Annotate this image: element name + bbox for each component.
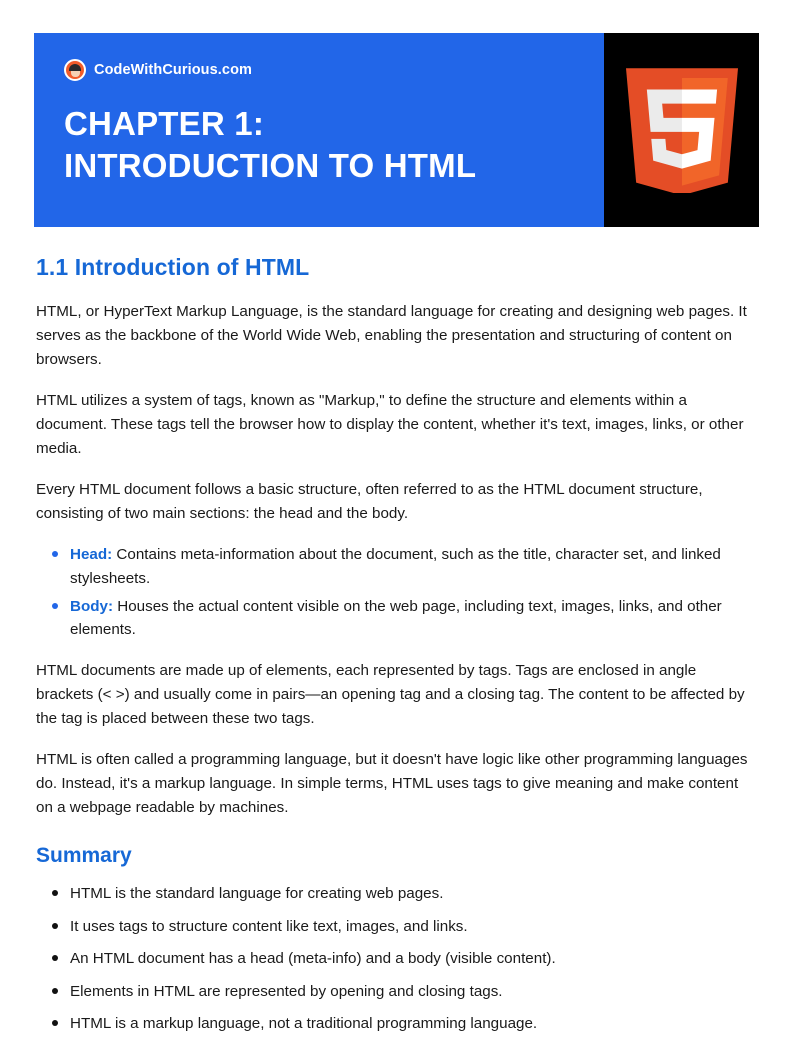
chapter-title-line2: INTRODUCTION TO HTML: [64, 147, 477, 185]
list-item: An HTML document has a head (meta-info) and a body (visible content).: [70, 947, 757, 971]
paragraph: HTML documents are made up of elements, each represented by tags. Tags are enclosed in angle brackets (< >) and usually come in pairs—an opening tag and a closing tag. The content to be affected by the tag is placed between these two tags.: [36, 661, 745, 727]
list-item-lead: Body:: [70, 597, 114, 615]
list-item: Elements in HTML are represented by opening and closing tags.: [70, 980, 757, 1004]
banner-logo-panel: [604, 33, 759, 227]
list-item-text: Contains meta-information about the document, such as the title, character set, and linked stylesheets.: [70, 546, 721, 587]
list-item: It uses tags to structure content like text, images, and links.: [70, 915, 757, 939]
chapter-title: [64, 103, 574, 187]
brand-label: CodeWithCurious.com: [94, 62, 253, 78]
banner-text-panel: [34, 33, 604, 227]
document-content: [34, 254, 759, 1036]
summary-heading: Summary: [36, 844, 132, 868]
list-item: [70, 543, 757, 590]
chapter-banner: [34, 33, 759, 227]
paragraph: Every HTML document follows a basic structure, often referred to as the HTML document structure, consisting of two main sections: the head and the body.: [36, 481, 703, 523]
structure-bullet-list: [36, 543, 757, 642]
brand: [64, 55, 574, 85]
summary-list: [36, 882, 757, 1036]
list-item: [70, 595, 757, 642]
document-page: [0, 33, 793, 1057]
chapter-title-line1: CHAPTER 1:: [64, 105, 265, 142]
paragraph: HTML utilizes a system of tags, known as "Markup," to define the structure and elements within a document. These tags tell the browser how to display the content, whether it's text, images, links, or other media.: [36, 392, 744, 458]
list-item: HTML is a markup language, not a traditional programming language.: [70, 1012, 757, 1036]
paragraph: HTML is often called a programming language, but it doesn't have logic like other programming languages do. Instead, it's a markup language. In simple terms, HTML uses tags to give meaning and make content on a webpage readable by machines.: [36, 750, 748, 817]
avatar-icon: [64, 59, 86, 81]
list-item: HTML is the standard language for creating web pages.: [70, 882, 757, 906]
paragraph: HTML, or HyperText Markup Language, is the standard language for creating and designing web pages. It serves as the backbone of the World Wide Web, enabling the presentation and structuring of content on browsers.: [36, 303, 747, 369]
html5-logo-icon: [626, 67, 738, 193]
list-item-lead: Head:: [70, 546, 113, 564]
section-heading: 1.1 Introduction of HTML: [36, 254, 310, 280]
list-item-text: Houses the actual content visible on the web page, including text, images, links, and other elements.: [70, 597, 722, 639]
